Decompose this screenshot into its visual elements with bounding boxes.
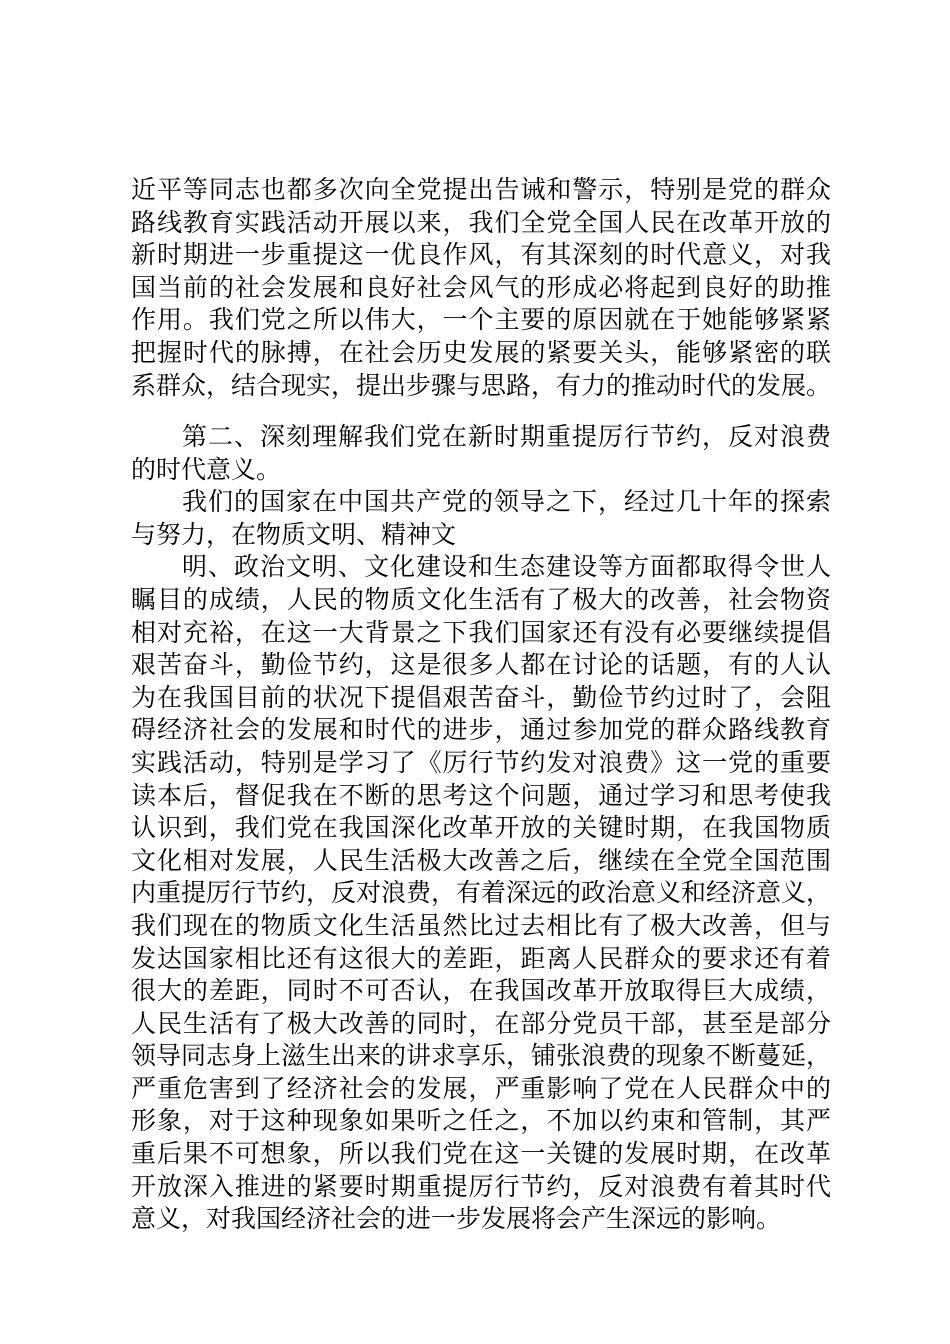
text-line: 很大的差距，同时不可否认，在我国改革开放取得巨大成绩，: [131, 976, 831, 1006]
text-line: 文化相对发展，人民生活极大改善之后，继续在全党全国范围: [131, 845, 831, 875]
text-line: 相对充裕，在这一大背景之下我们国家还有没有必要继续提倡: [131, 617, 831, 647]
text-line: 开放深入推进的紧要时期重提厉行节约，反对浪费有着其时代: [131, 1171, 831, 1201]
text-line: 内重提厉行节约，反对浪费，有着深远的政治意义和经济意义，: [131, 878, 832, 908]
text-line: 近平等同志也都多次向全党提出告诫和警示，特别是党的群众: [131, 175, 831, 204]
text-line: 与努力，在物质文明、精神文: [131, 519, 457, 549]
section-heading-line: 第二、深刻理解我们党在新时期重提厉行节约，反对浪费: [182, 422, 831, 451]
text-line: 严重危害到了经济社会的发展，严重影响了党在人民群众中的: [131, 1073, 831, 1103]
text-line: 领导同志身上滋生出来的讲求享乐，铺张浪费的现象不断蔓延，: [131, 1041, 832, 1071]
text-line: 实践活动，特别是学习了《厉行节约发对浪费》这一党的重要: [131, 747, 831, 777]
text-line: 读本后，督促我在不断的思考这个问题，通过学习和思考使我: [131, 780, 831, 810]
text-line: 发达国家相比还有这很大的差距，距离人民群众的要求还有着: [131, 943, 831, 973]
text-line: 我们的国家在中国共产党的领导之下，经过几十年的探索: [182, 487, 831, 517]
text-line: 我们现在的物质文化生活虽然比过去相比有了极大改善，但与: [131, 910, 831, 940]
text-line: 艰苦奋斗，勤俭节约，这是很多人都在讨论的话题，有的人认: [131, 650, 831, 680]
text-line: 碍经济社会的发展和时代的进步，通过参加党的群众路线教育: [131, 715, 831, 745]
text-line: 作用。我们党之所以伟大，一个主要的原因就在于她能够紧紧: [131, 305, 831, 335]
text-line: 系群众，结合现实，提出步骤与思路，有力的推动时代的发展。: [131, 370, 832, 400]
text-line: 认识到，我们党在我国深化改革开放的关键时期，在我国物质: [131, 813, 831, 843]
text-line: 重后果不可想象，所以我们党在这一关键的发展时期，在改革: [131, 1139, 831, 1169]
text-line: 明、政治文明、文化建设和生态建设等方面都取得令世人: [182, 552, 831, 582]
text-line: 瞩目的成绩，人民的物质文化生活有了极大的改善，社会物资: [131, 584, 831, 614]
text-line: 人民生活有了极大改善的同时，在部分党员干部，甚至是部分: [131, 1008, 831, 1038]
text-line: 把握时代的脉搏，在社会历史发展的紧要关头，能够紧密的联: [131, 337, 831, 367]
text-line: 国当前的社会发展和良好社会风气的形成必将起到良好的助推: [131, 272, 831, 302]
text-line: 路线教育实践活动开展以来，我们全党全国人民在改革开放的: [131, 207, 831, 237]
section-2: [131, 421, 831, 1236]
text-line: 形象，对于这种现象如果听之任之，不加以约束和管制，其严: [131, 1106, 831, 1136]
text-line: 为在我国目前的状况下提倡艰苦奋斗，勤俭节约过时了，会阻: [131, 682, 831, 712]
text-line: 新时期进一步重提这一优良作风，有其深刻的时代意义，对我: [131, 240, 831, 270]
section-heading-line: 的时代意义。: [131, 454, 282, 484]
text-line: 意义，对我国经济社会的进一步发展将会产生深远的影响。: [131, 1204, 782, 1234]
paragraph-1: [131, 174, 831, 402]
